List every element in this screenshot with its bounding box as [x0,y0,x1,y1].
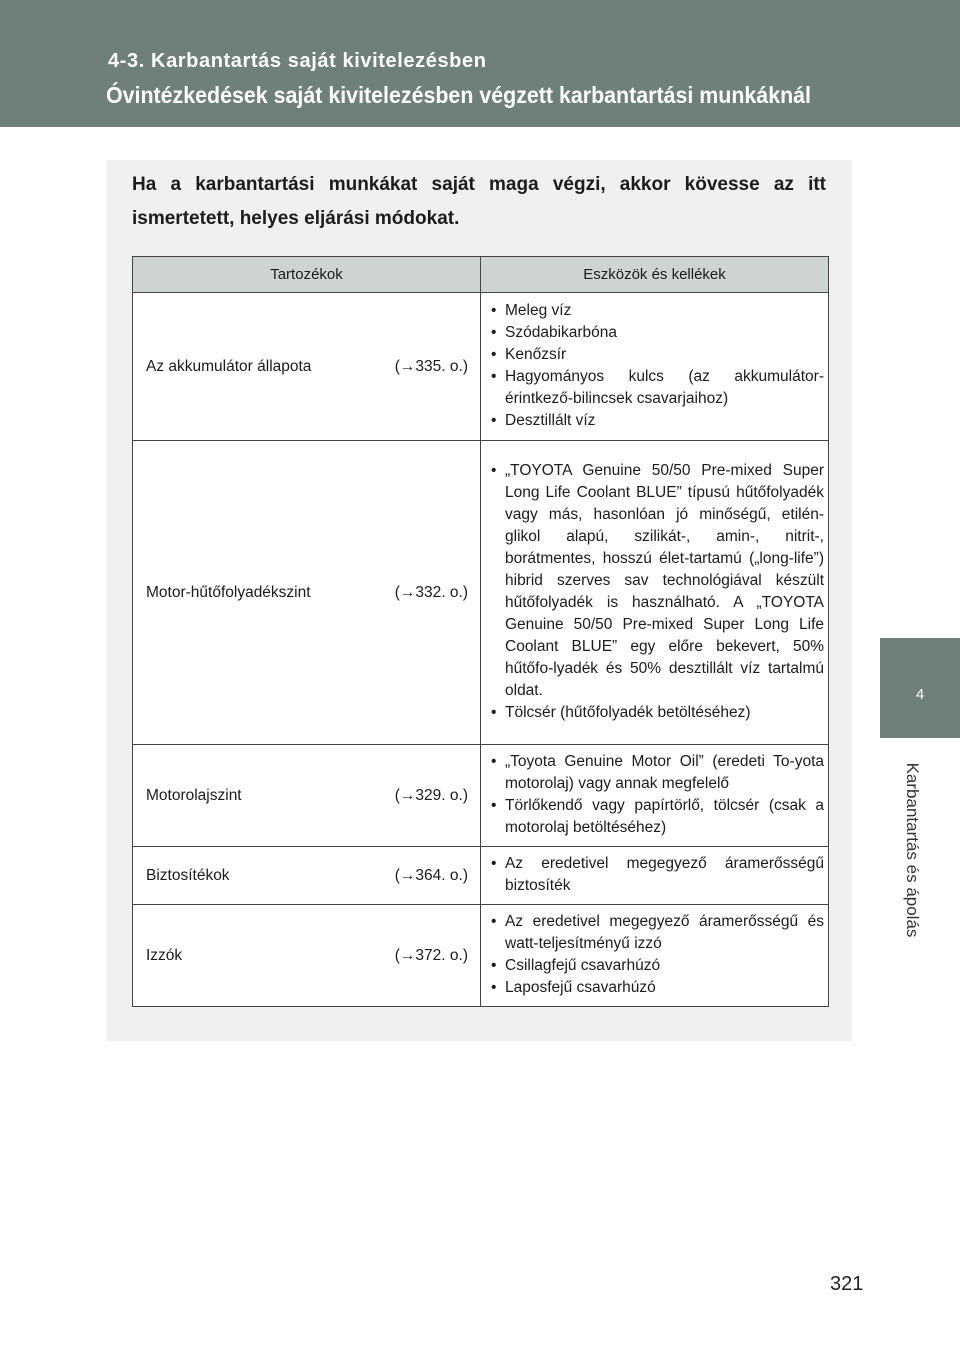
item-cell [133,441,481,745]
page-reference: (→329. o.) [394,786,468,804]
section-heading: 4-3. Karbantartás saját kivitelezésben [108,50,487,72]
table-row [133,293,829,441]
list-item: • Az eredetivel megegyező áramerősségű biztosíték [491,853,824,897]
list-item: • „Toyota Genuine Motor Oil” (eredeti To-yota motorolaj) vagy annak megfelelő [491,751,824,795]
tools-list [491,460,824,724]
column-header-parts: Tartozékok [133,257,481,293]
tools-cell [481,293,829,441]
table-row [133,745,829,847]
item-cell [133,847,481,905]
item-cell [133,293,481,441]
tools-cell [481,847,829,905]
tools-list [491,911,824,999]
item-cell [133,745,481,847]
tools-cell [481,905,829,1007]
maintenance-table [132,256,829,1007]
page-reference: (→335. o.) [394,357,468,375]
list-item: • Tölcsér (hűtőfolyadék betöltéséhez) [491,702,824,724]
item-name: Biztosítékok [146,866,230,884]
tools-cell [481,441,829,745]
page-reference: (→364. o.) [394,866,468,884]
tools-list [491,751,824,839]
list-item: • Hagyományos kulcs (az akkumulátor-érintkező-bilincsek csavarjaihoz) [491,366,824,410]
item-cell [133,905,481,1007]
list-item: • Meleg víz [491,300,824,322]
list-item: • Kenőzsír [491,344,824,366]
table-header-row [133,257,829,293]
list-item: • „TOYOTA Genuine 50/50 Pre-mixed Super Long Life Coolant BLUE” típusú hűtőfolyadék vagy más, hasonlóan jó minőségű, etilén-glikol alapú, szilikát-, amin-, nitrit-, borátmentes, hosszú élet-tartamú („long-life”) hibrid szerves sav technológiával készült hűtőfolyadék is használható. A „TOYOTA Genuine 50/50 Pre-mixed Super Long Life Coolant BLUE” egy előre bekevert, 50% hűtőfo-lyadék és 50% desztillált víz tartalmú oldat. [491,460,824,702]
item-name: Motorolajszint [146,786,242,804]
table-row [133,847,829,905]
chapter-tab [880,638,960,738]
list-item: • Csillagfejű csavarhúzó [491,955,824,977]
list-item: • Az eredetivel megegyező áramerősségű és watt-teljesítményű izzó [491,911,824,955]
tools-list [491,853,824,897]
list-item: • Desztillált víz [491,410,824,432]
chapter-label: Karbantartás és ápolás [903,762,922,938]
page-reference: (→332. o.) [394,583,468,601]
tools-list [491,300,824,432]
intro-text: Ha a karbantartási munkákat saját maga végzi, akkor kövesse az itt ismertetett, helyes eljárási módokat. [132,174,826,229]
list-item: • Törlőkendő vagy papírtörlő, tölcsér (csak a motorolaj betöltéséhez) [491,795,824,839]
page-number: 321 [830,1273,864,1295]
list-item: • Szódabikarbóna [491,322,824,344]
chapter-header [0,0,960,127]
table-row [133,441,829,745]
tools-cell [481,745,829,847]
item-name: Izzók [146,946,183,964]
page-title: Óvintézkedések saját kivitelezésben végzett karbantartási munkáknál [106,82,812,108]
item-name: Az akkumulátor állapota [146,357,312,375]
table-row [133,905,829,1007]
column-header-tools: Eszközök és kellékek [481,257,829,293]
page-reference: (→372. o.) [394,946,468,964]
list-item: • Laposfejű csavarhúzó [491,977,824,999]
chapter-number: 4 [915,686,925,703]
item-name: Motor-hűtőfolyadékszint [146,583,311,601]
